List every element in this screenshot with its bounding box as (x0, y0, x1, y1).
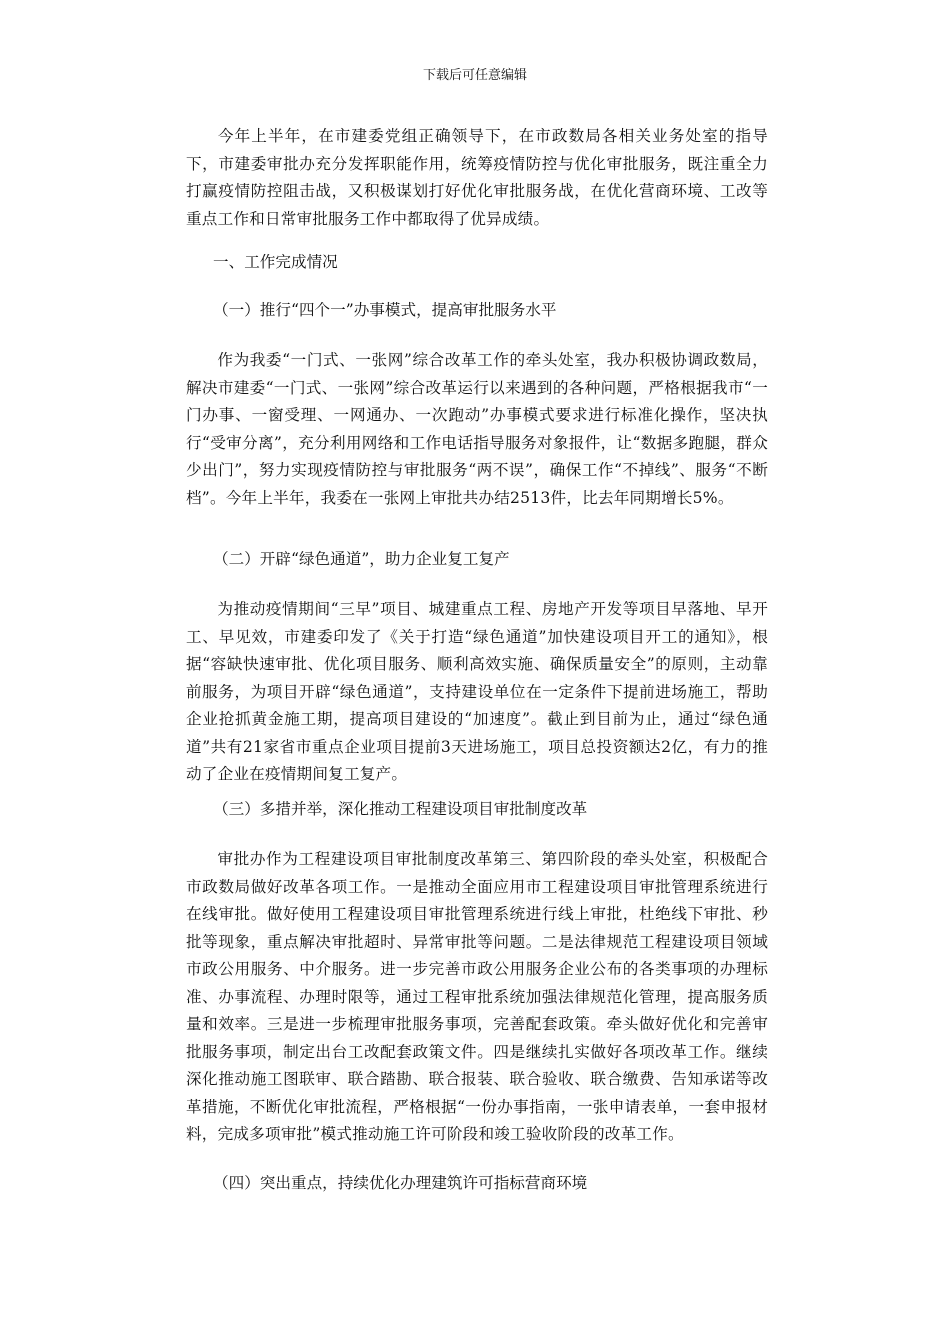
subheading-reform: （三）多措并举，深化推动工程建设项目审批制度改革 (213, 800, 588, 818)
subheading-business-environment: （四）突出重点，持续优化办理建筑许可指标营商环境 (213, 1174, 588, 1192)
paragraph-green-channel (186, 596, 768, 789)
page-header: 下载后可任意编辑 (422, 68, 527, 83)
subheading-four-ones: （一）推行“四个一”办事模式，提高审批服务水平 (213, 301, 557, 319)
subheading-green-channel: （二）开辟“绿色通道”，助力企业复工复产 (213, 550, 510, 568)
section-heading-work-completion: 一、工作完成情况 (213, 253, 338, 271)
paragraph-reform (186, 846, 768, 1149)
paragraph-reform-text: 审批办作为工程建设项目审批制度改革第三、第四阶段的牵头处室，积极配合市政数局做好改革各项工作。一是推动全面应用市工程建设项目审批管理系统进行在线审批。做好使用工程建设项目审批管理系统进行线上审批，杜绝线下审批、秒批等现象，重点解决审批超时、异常审批等问题。二是法律规范工程建设项目领域市政公用服务、中介服务。进一步完善市政公用服务企业公布的各类事项的办理标准、办事流程、办理时限等，通过工程审批系统加强法律规范化管理，提高服务质量和效率。三是进一步梳理审批服务事项，完善配套政策。牵头做好优化和完善审批服务事项，制定出台工改配套政策文件。四是继续扎实做好各项改革工作。继续深化推动施工图联审、联合踏勘、联合报装、联合验收、联合缴费、告知承诺等改革措施，不断优化审批流程，严格根据“一份办事指南，一张申请表单，一套申报材料，完成多项审批”模式推动施工许可阶段和竣工验收阶段的改革工作。 (186, 850, 768, 1143)
paragraph-four-ones (186, 347, 768, 512)
paragraph-four-ones-text: 作为我委“一门式、一张网”综合改革工作的牵头处室，我办积极协调政数局，解决市建委“一门式、一张网”综合改革运行以来遇到的各种问题，严格根据我市“一门办事、一窗受理、一网通办、一次跑动”办事模式要求进行标准化操作，坚决执行“受审分离”，充分利用网络和工作电话指导服务对象报件，让“数据多跑腿，群众少出门”，努力实现疫情防控与审批服务“两不误”，确保工作“不掉线”、服务“不断档”。今年上半年，我委在一张网上审批共办结2513件，比去年同期增长5%。 (186, 351, 768, 507)
intro-paragraph (186, 123, 768, 233)
intro-paragraph-text: 今年上半年，在市建委党组正确领导下，在市政数局各相关业务处室的指导下，市建委审批办充分发挥职能作用，统筹疫情防控与优化审批服务，既注重全力打赢疫情防控阻击战，又积极谋划打好优化审批服务战，在优化营商环境、工改等重点工作和日常审批服务工作中都取得了优异成绩。 (186, 127, 768, 228)
paragraph-green-channel-text: 为推动疫情期间“三早”项目、城建重点工程、房地产开发等项目早落地、早开工、早见效，市建委印发了《关于打造“绿色通道”加快建设项目开工的通知》，根据“容缺快速审批、优化项目服务、顺利高效实施、确保质量安全”的原则，主动靠前服务，为项目开辟“绿色通道”，支持建设单位在一定条件下提前进场施工，帮助企业抢抓黄金施工期，提高项目建设的“加速度”。截止到目前为止，通过“绿色通道”共有21家省市重点企业项目提前3天进场施工，项目总投资额达2亿，有力的推动了企业在疫情期间复工复产。 (186, 600, 768, 783)
